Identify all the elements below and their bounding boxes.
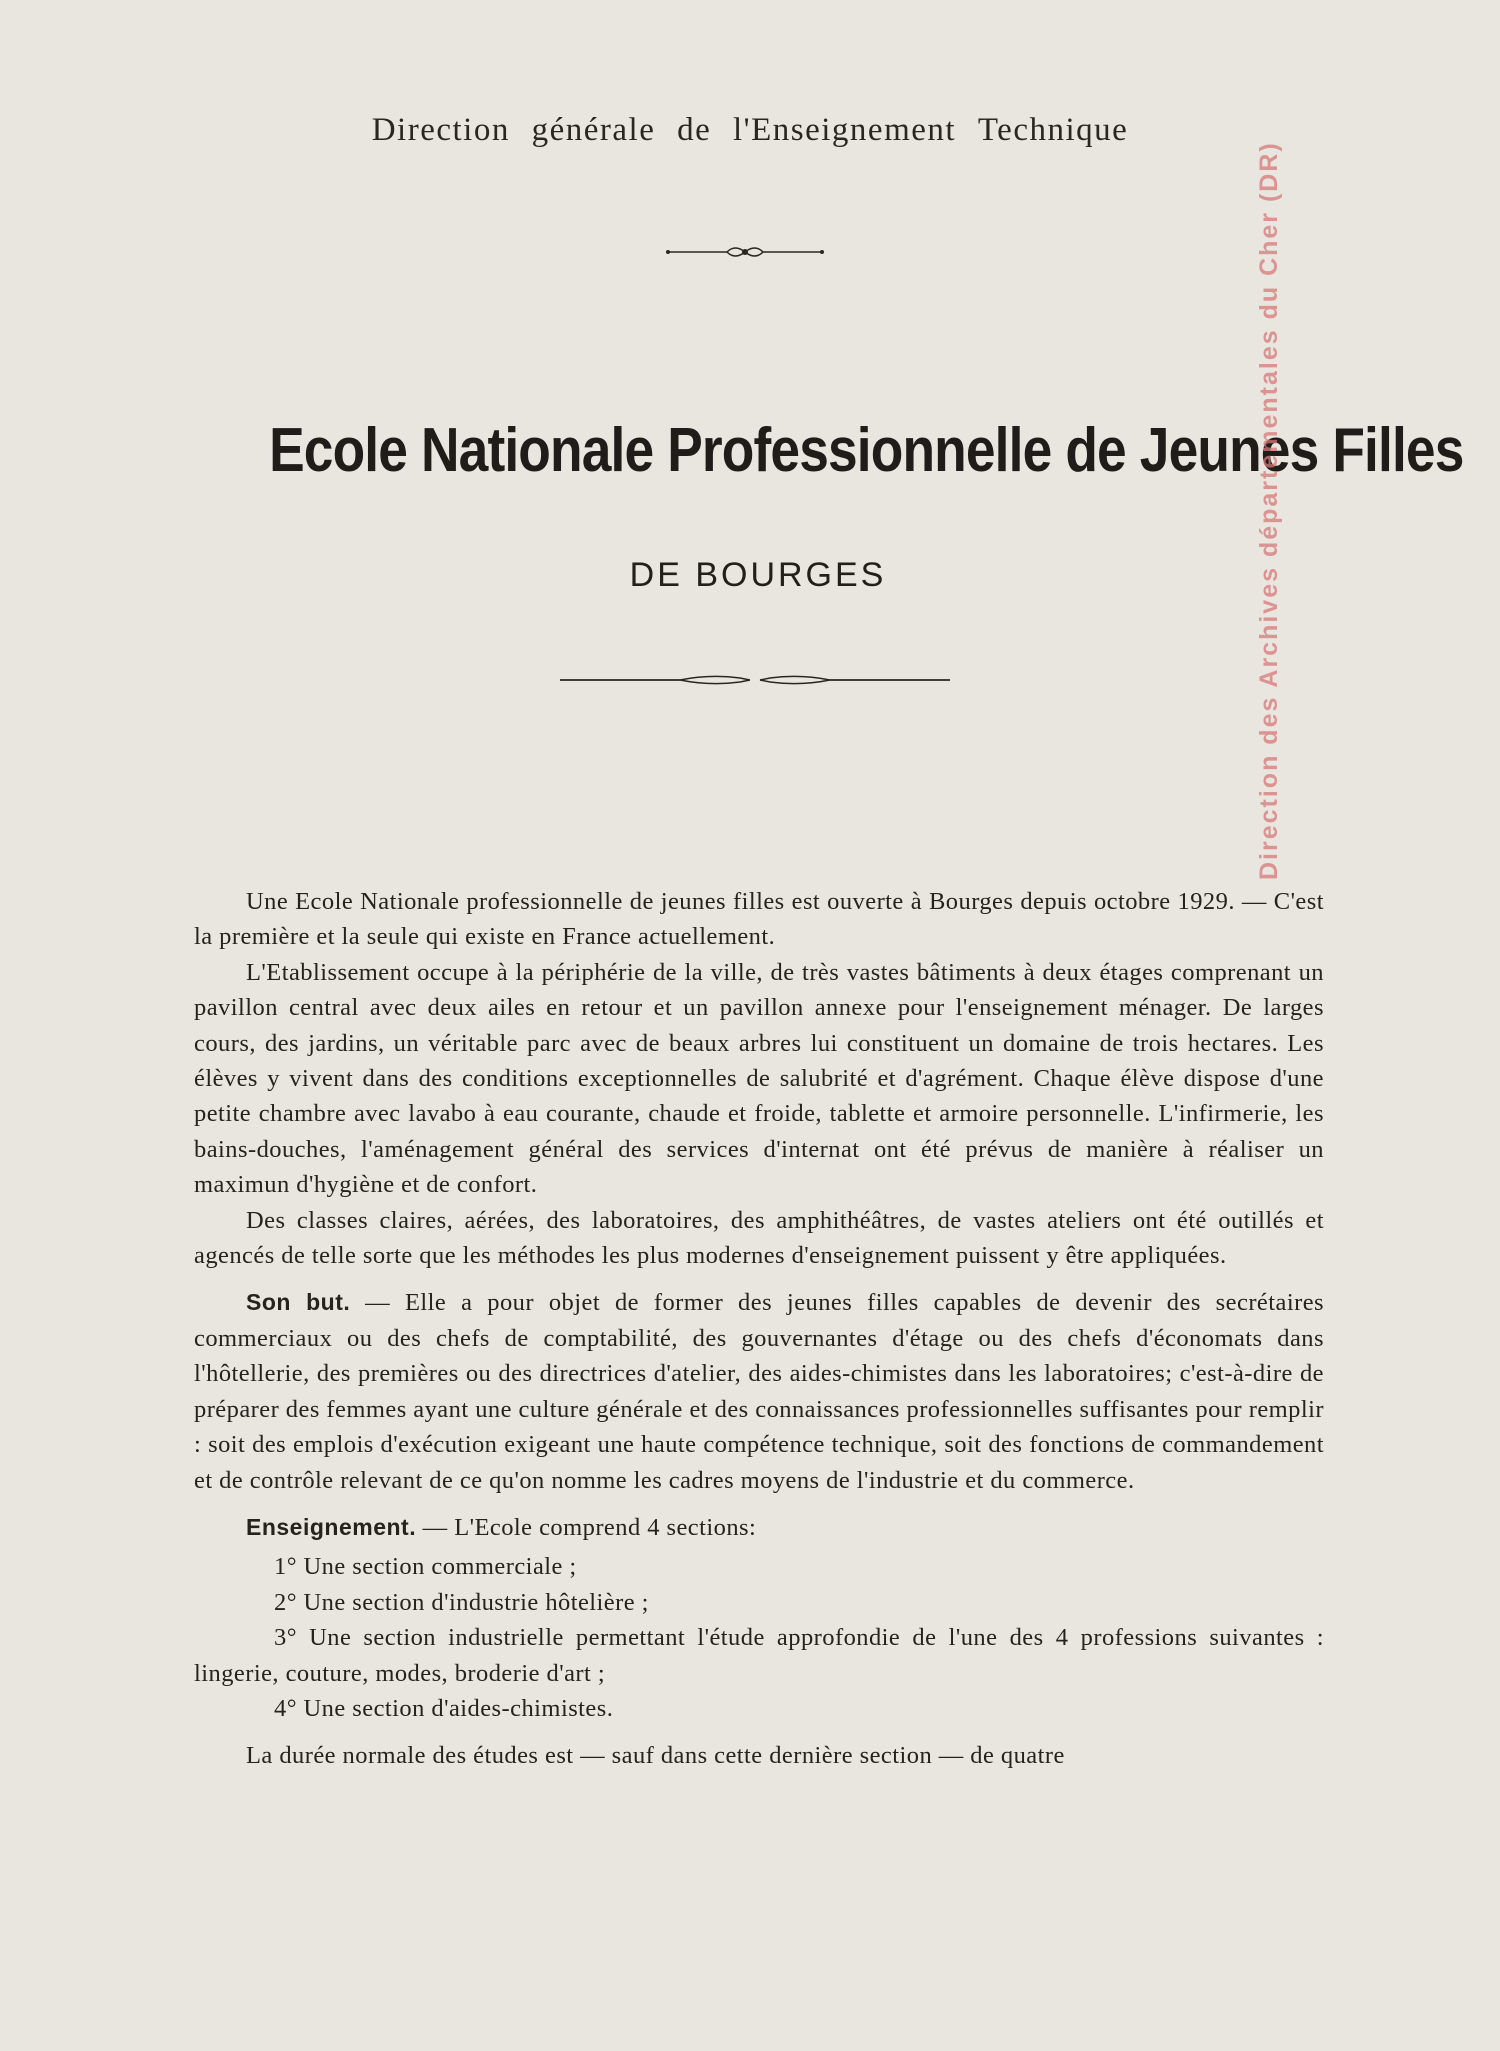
list-item: 3° Une section industrielle permettant l'étude approfondie de l'une des 4 professions suivantes : lingerie, couture, modes, broderie d'art ; (194, 1624, 1324, 1687)
page-title: Ecole Nationale Professionnelle de Jeunes Filles (269, 416, 1464, 485)
list-item: 4° Une section d'aides-chimistes. (274, 1694, 614, 1722)
header-word: générale (531, 112, 656, 148)
watermark-text: Direction des Archives départementales du Cher (DR) (1255, 141, 1283, 880)
list-item: 1° Une section commerciale ; (274, 1553, 577, 1581)
document-body (194, 884, 1324, 1774)
paragraph-classes: Des classes claires, aérées, des laboratoires, des amphithéâtres, de vastes ateliers ont été outillés et agencés de telle sorte que les méthodes les plus modernes d'enseignement puissent y être appliquées. (194, 1206, 1324, 1270)
sections-list (194, 1549, 1324, 1726)
header-word: Direction (371, 112, 510, 148)
paragraph-son-but (194, 1285, 1324, 1497)
paragraph-intro: Une Ecole Nationale professionnelle de jeunes filles est ouverte à Bourges depuis octobre 1929. — C'est la première et la seule qui existe en France actuellement. (194, 888, 1324, 951)
header-word: l'Enseignement (733, 112, 957, 148)
header-word: de (677, 112, 712, 148)
paragraph-duree: La durée normale des études est — sauf dans cette dernière section — de quatre (246, 1742, 1065, 1770)
ornament-divider-bottom (560, 668, 950, 692)
paragraph-etablissement: L'Etablissement occupe à la périphérie de la ville, de très vastes bâtiments à deux étages comprenant un pavillon central avec deux ailes en retour et un pavillon annexe pour l'enseignement ménager. De larges cours, des jardins, un véritable parc avec de beaux arbres lui constituent un domaine de trois hectares. Les élèves y vivent dans des conditions exceptionnelles de salubrité et d'agrément. Chaque élève dispose d'une petite chambre avec lavabo à eau courante, chaude et froide, tablette et armoire personnelle. L'infirmerie, les bains-douches, l'aménagement général des services d'internat ont été prévus de manière à réaliser un maximun d'hygiène et de confort. (194, 958, 1324, 1199)
paragraph-enseignement (194, 1510, 1324, 1545)
enseignement-heading: Enseignement. (246, 1513, 417, 1540)
son-but-heading: Son but. (246, 1289, 351, 1316)
ornament-divider-top (665, 240, 825, 264)
list-item: 2° Une section d'industrie hôtelière ; (274, 1588, 649, 1616)
son-but-text: — Elle a pour objet de former des jeunes filles capables de devenir des secrétaires commerciaux ou des chefs de comptabilité, des gouvernantes d'étage ou des chefs d'économats dans l'hôtellerie, des premières ou des directrices d'atelier, des aides-chimistes dans les laboratoires; c'est-à-dire de préparer des femmes ayant une culture générale et des connaissances professionnelles suffisantes pour remplir : soit des emplois d'exécution exigeant une haute compétence technique, soit des fonctions de commandement et de contrôle relevant de ce qu'on nomme les cadres moyens de l'industrie et du commerce. (194, 1289, 1325, 1494)
enseignement-text: — L'Ecole comprend 4 sections: (416, 1513, 757, 1541)
page-subtitle: DE BOURGES (629, 556, 887, 594)
header-word: Technique (977, 112, 1129, 148)
